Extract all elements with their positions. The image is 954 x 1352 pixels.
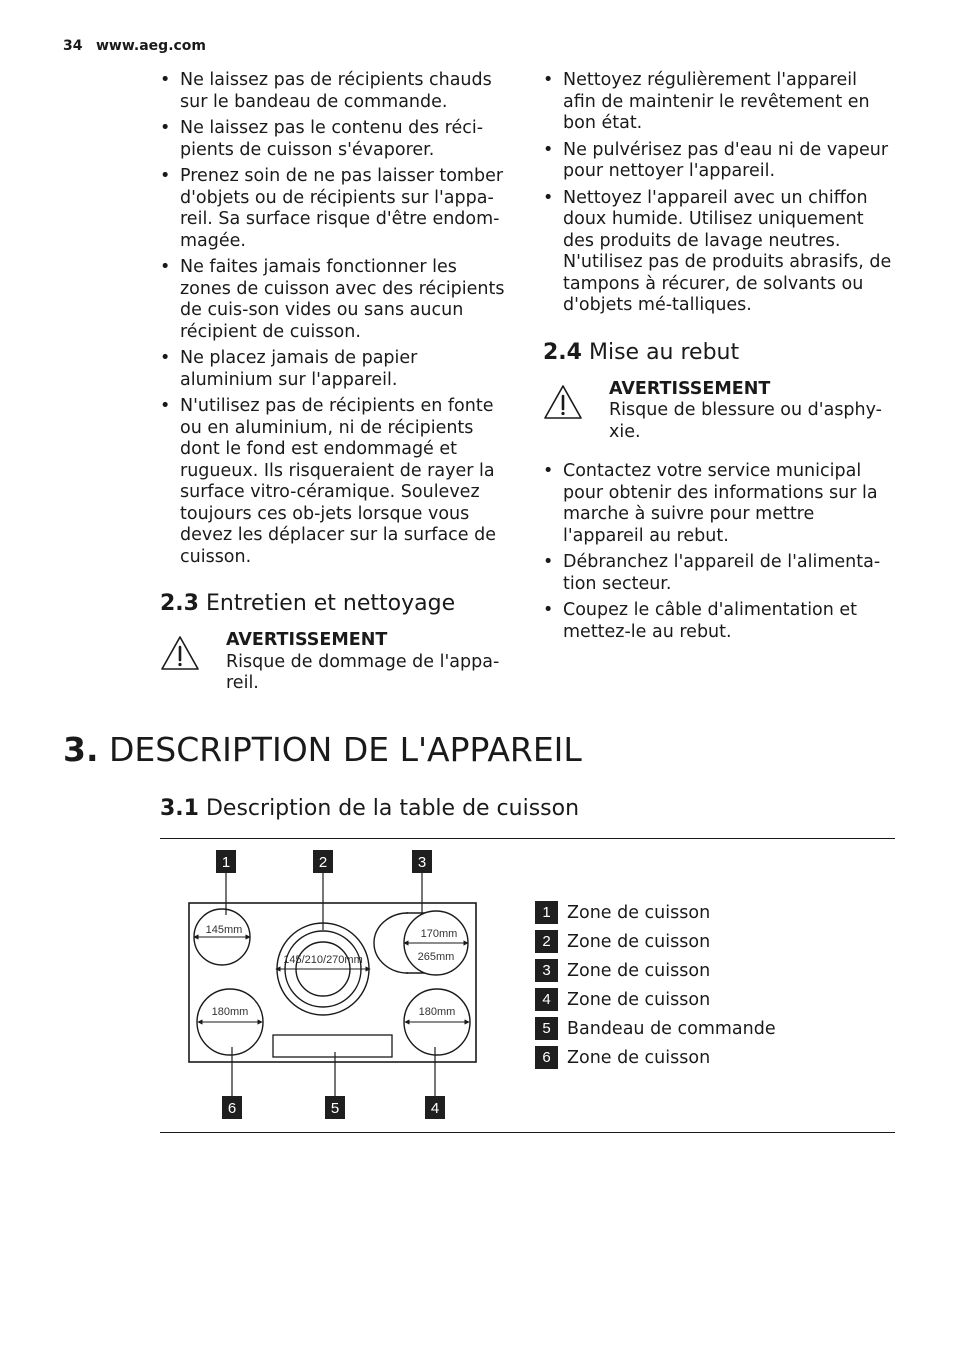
legend-item: [535, 927, 776, 956]
list-item: • Ne laissez pas de récipients chauds sur le bandeau de commande.: [160, 70, 512, 113]
list-item: • Coupez le câble d'alimentation et mettez-le au rebut.: [543, 600, 895, 643]
legend-item: [535, 898, 776, 927]
zone6-dimension: 180mm: [211, 1006, 249, 1018]
section-number: 2.4: [543, 339, 582, 365]
left-column: [160, 70, 512, 695]
legend-number: 3: [535, 959, 558, 982]
divider-bottom: [160, 1132, 895, 1133]
warning-block: [543, 379, 895, 444]
legend-item: [535, 1043, 776, 1072]
callout-number-4: 4: [430, 1100, 440, 1117]
site-url: www.aeg.com: [96, 38, 207, 54]
zone2-dimension: 145/210/270mm: [283, 954, 363, 966]
bullet-list: [160, 70, 512, 568]
section-title: Description de la table de cuisson: [205, 796, 580, 821]
legend-number: 5: [535, 1017, 558, 1040]
legend-label: Zone de cuisson: [567, 960, 711, 981]
legend-number: 1: [535, 901, 558, 924]
zone1-dimension: 145mm: [205, 924, 243, 936]
warning-triangle-icon: [543, 384, 583, 420]
legend-item: [535, 1014, 776, 1043]
section-title: Entretien et nettoyage: [205, 591, 456, 616]
section-title: Mise au rebut: [588, 339, 740, 365]
zone3-outer-dimension: 265mm: [417, 951, 455, 963]
callout-number-1: 1: [221, 854, 231, 871]
bullet-list: [543, 70, 895, 317]
chapter-title: [63, 730, 582, 769]
list-item: • Prenez soin de ne pas laisser tomber d'objets ou de récipients sur l'appa-reil. Sa surface risque d'être endom-magée.: [160, 166, 512, 252]
list-item: • Contactez votre service municipal pour obtenir des informations sur la marche à suivre pour mettre l'appareil au rebut.: [543, 461, 895, 547]
section-heading-2-4: [543, 339, 895, 367]
callout-number-6: 6: [227, 1100, 237, 1117]
chapter-title-text: DESCRIPTION DE L'APPAREIL: [109, 730, 582, 769]
page-number: 34: [63, 38, 83, 54]
zone3-inner-dimension: 170mm: [420, 928, 458, 940]
legend-label: Zone de cuisson: [567, 931, 711, 952]
warning-text: Risque de blessure ou d'asphy-xie.: [609, 400, 882, 442]
legend-item: [535, 956, 776, 985]
list-item: • Nettoyez régulièrement l'appareil afin de maintenir le revêtement en bon état.: [543, 70, 895, 135]
legend-number: 6: [535, 1046, 558, 1069]
section-number: 3.1: [160, 796, 199, 821]
legend-item: [535, 985, 776, 1014]
subsection-heading-3-1: [160, 795, 579, 823]
warning-title: AVERTISSEMENT: [226, 630, 388, 650]
diagram-legend: [535, 898, 776, 1072]
chapter-number: 3.: [63, 730, 99, 769]
bullet-list: [543, 461, 895, 643]
legend-label: Zone de cuisson: [567, 1047, 711, 1068]
zone4-dimension: 180mm: [418, 1006, 456, 1018]
callout-number-2: 2: [318, 854, 328, 871]
legend-label: Zone de cuisson: [567, 989, 711, 1010]
list-item: • Ne laissez pas le contenu des réci-pients de cuisson s'évaporer.: [160, 118, 512, 161]
cooktop-diagram: [160, 845, 490, 1125]
list-item: • Débranchez l'appareil de l'alimenta-tion secteur.: [543, 552, 895, 595]
legend-label: Bandeau de commande: [567, 1018, 776, 1039]
list-item: • Ne placez jamais de papier aluminium sur l'appareil.: [160, 348, 512, 391]
legend-label: Zone de cuisson: [567, 902, 711, 923]
section-number: 2.3: [160, 591, 199, 616]
list-item: • Ne pulvérisez pas d'eau ni de vapeur pour nettoyer l'appareil.: [543, 140, 895, 183]
right-column: [543, 70, 895, 648]
callout-number-5: 5: [330, 1100, 340, 1117]
warning-title: AVERTISSEMENT: [609, 378, 771, 399]
warning-block: [160, 630, 512, 695]
warning-triangle-icon: [160, 635, 200, 671]
warning-text: Risque de dommage de l'appa-reil.: [226, 651, 500, 693]
divider-top: [160, 838, 895, 839]
list-item: • Ne faites jamais fonctionner les zones de cuisson avec des récipients de cuis-son vides ou sans aucun récipient de cuisson.: [160, 257, 512, 343]
list-item: • Nettoyez l'appareil avec un chiffon doux humide. Utilisez uniquement des produits de lavage neutres. N'utilisez pas de produits abrasifs, de tampons à récurer, de solvants ou d'objets mé-talliques.: [543, 188, 895, 317]
control-panel: [273, 1035, 392, 1057]
legend-number: 4: [535, 988, 558, 1011]
legend-number: 2: [535, 930, 558, 953]
callout-number-3: 3: [417, 854, 427, 871]
list-item: • N'utilisez pas de récipients en fonte ou en aluminium, ni de récipients dont le fond est endommagé et rugueux. Ils risqueraient de rayer la surface vitro-céramique. Soulevez toujours ces ob-jets lorsque vous devez les déplacer sur la surface de cuisson.: [160, 396, 512, 568]
section-heading-2-3: [160, 590, 512, 618]
